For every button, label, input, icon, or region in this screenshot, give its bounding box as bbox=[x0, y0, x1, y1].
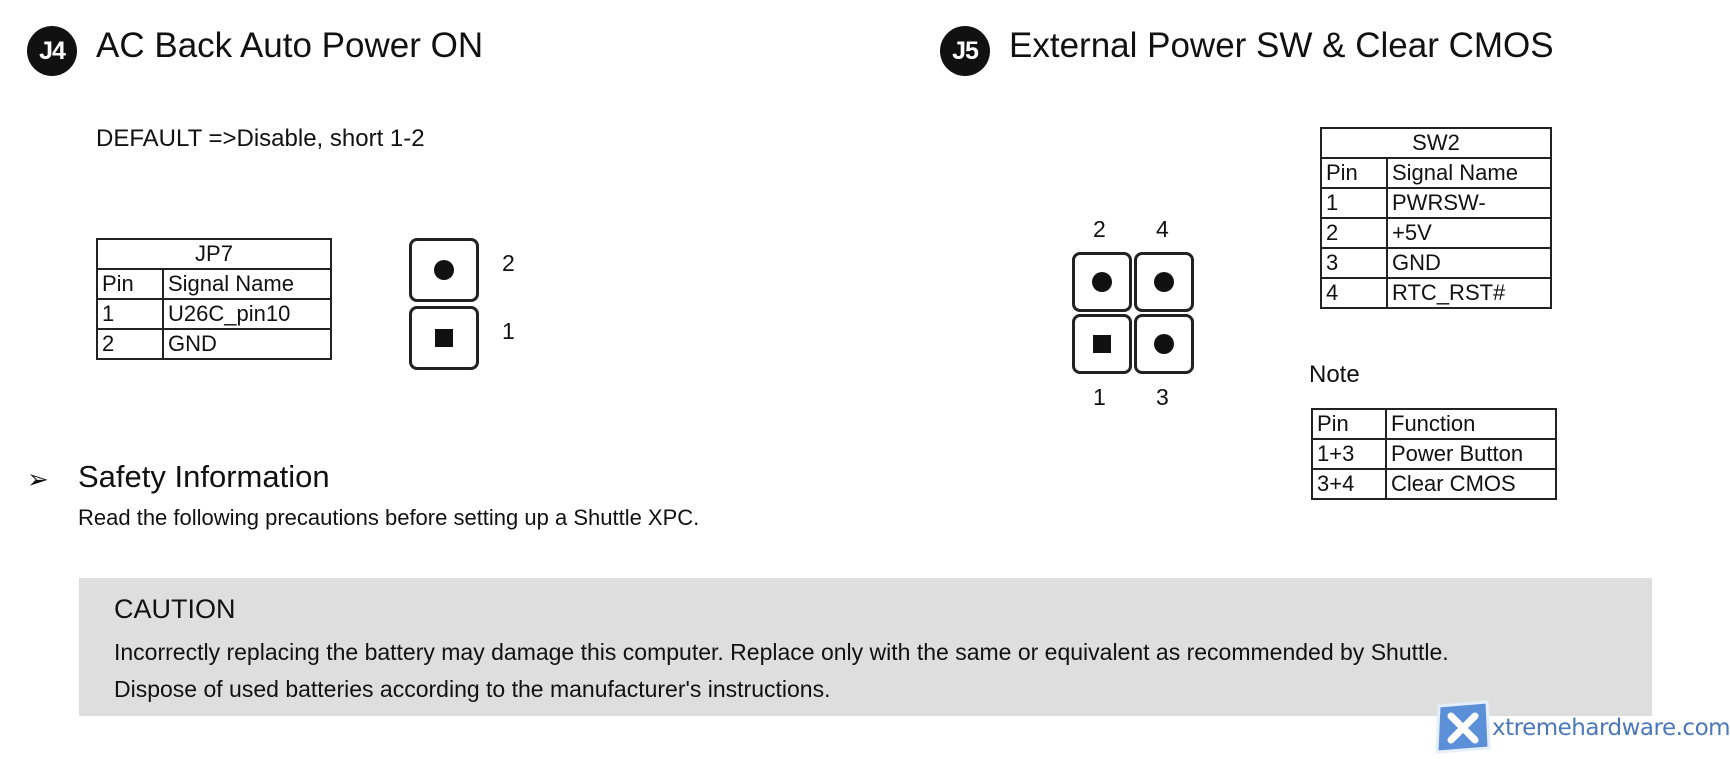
safety-heading: Safety Information bbox=[78, 459, 330, 494]
table-row bbox=[1321, 158, 1551, 188]
table-row bbox=[1321, 248, 1551, 278]
jumper-pin-3 bbox=[1134, 314, 1194, 374]
jumper-pin-1 bbox=[1072, 314, 1132, 374]
table-cell: GND bbox=[1387, 248, 1551, 278]
table-cell: 1 bbox=[1321, 188, 1387, 218]
pin-label: 4 bbox=[1156, 216, 1169, 242]
table-cell: 4 bbox=[1321, 278, 1387, 308]
table-cell: PWRSW- bbox=[1387, 188, 1551, 218]
table-cell: GND bbox=[163, 329, 331, 359]
table-cell: U26C_pin10 bbox=[163, 299, 331, 329]
table-row bbox=[97, 329, 331, 359]
table-row bbox=[1321, 278, 1551, 308]
table-cell: RTC_RST# bbox=[1387, 278, 1551, 308]
table-row bbox=[1312, 439, 1556, 469]
table-cell: +5V bbox=[1387, 218, 1551, 248]
table-cell: 2 bbox=[1321, 218, 1387, 248]
table-header-cell: Pin bbox=[97, 269, 163, 299]
table-cell: Clear CMOS bbox=[1386, 469, 1556, 499]
watermark-text: xtremehardware.com bbox=[1492, 715, 1730, 741]
pin-label: 3 bbox=[1156, 384, 1169, 410]
table-row bbox=[97, 269, 331, 299]
round-pin-icon bbox=[1092, 272, 1112, 292]
caution-box bbox=[79, 578, 1652, 716]
pin-label: 1 bbox=[502, 318, 515, 344]
table-header-cell: Pin bbox=[1312, 409, 1386, 439]
pin-label: 2 bbox=[1093, 216, 1106, 242]
sw2-table bbox=[1320, 127, 1552, 309]
jumper-pin-1 bbox=[409, 306, 479, 370]
pin-label: 2 bbox=[502, 250, 515, 276]
jumper-pin-4 bbox=[1134, 252, 1194, 312]
note-table bbox=[1311, 408, 1557, 500]
j4-title: AC Back Auto Power ON bbox=[96, 26, 484, 65]
sw2-table-title: SW2 bbox=[1321, 128, 1551, 158]
table-row bbox=[1321, 218, 1551, 248]
table-row bbox=[1312, 409, 1556, 439]
square-pin-icon bbox=[435, 329, 453, 347]
jp7-table-title: JP7 bbox=[97, 239, 331, 269]
table-cell: 3+4 bbox=[1312, 469, 1386, 499]
jumper-pin-2 bbox=[409, 238, 479, 302]
table-row bbox=[1321, 188, 1551, 218]
table-header-cell: Function bbox=[1386, 409, 1556, 439]
watermark-logo-icon bbox=[1433, 700, 1493, 759]
round-pin-icon bbox=[1154, 334, 1174, 354]
table-cell: 3 bbox=[1321, 248, 1387, 278]
table-cell: 1 bbox=[97, 299, 163, 329]
caution-line-2: Dispose of used batteries according to the manufacturer's instructions. bbox=[114, 676, 831, 702]
table-row bbox=[1312, 469, 1556, 499]
bullet-arrow-icon: ➢ bbox=[27, 464, 49, 494]
caution-title: CAUTION bbox=[114, 594, 236, 624]
jp7-table bbox=[96, 238, 332, 360]
table-header-cell: Signal Name bbox=[1387, 158, 1551, 188]
safety-intro: Read the following precautions before setting up a Shuttle XPC. bbox=[78, 505, 700, 530]
jumper-pin-2 bbox=[1072, 252, 1132, 312]
table-cell: 2 bbox=[97, 329, 163, 359]
round-pin-icon bbox=[434, 260, 454, 280]
table-header-cell: Pin bbox=[1321, 158, 1387, 188]
table-row bbox=[97, 299, 331, 329]
table-cell: 1+3 bbox=[1312, 439, 1386, 469]
table-cell: Power Button bbox=[1386, 439, 1556, 469]
pin-label: 1 bbox=[1093, 384, 1106, 410]
square-pin-icon bbox=[1093, 335, 1111, 353]
j5-title: External Power SW & Clear CMOS bbox=[1009, 26, 1554, 65]
j5-badge: J5 bbox=[940, 26, 990, 76]
caution-line-1: Incorrectly replacing the battery may damage this computer. Replace only with the same or equivalent as recommended by Shuttle. bbox=[114, 639, 1449, 665]
table-header-cell: Signal Name bbox=[163, 269, 331, 299]
j4-badge: J4 bbox=[27, 26, 77, 76]
round-pin-icon bbox=[1154, 272, 1174, 292]
j4-default-text: DEFAULT =>Disable, short 1-2 bbox=[96, 125, 425, 152]
note-label: Note bbox=[1309, 361, 1360, 388]
